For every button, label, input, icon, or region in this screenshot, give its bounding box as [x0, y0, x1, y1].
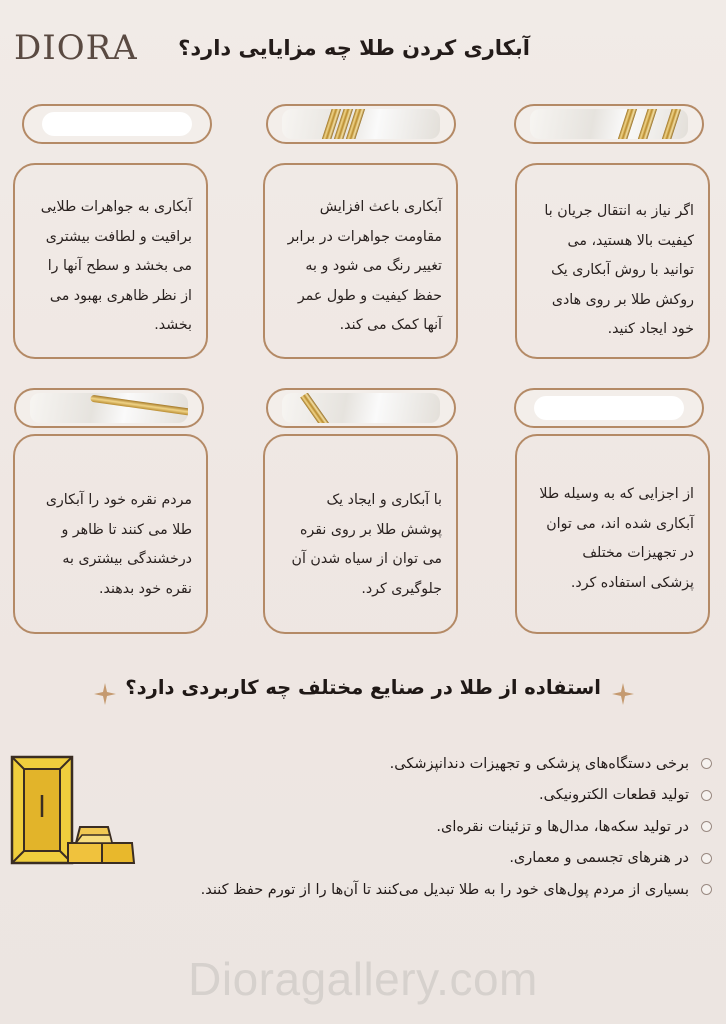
- bullet-circle-icon: [701, 821, 712, 832]
- list-item-text: بسیاری از مردم پول‌های خود را به طلا تبدیل می‌کنند تا آن‌ها را از تورم حفظ کنند.: [200, 881, 689, 898]
- benefit-text: اگر نیاز به انتقال جریان با کیفیت بالا هستید، می توانید با روش آبکاری یک روکش طلا بر روی هادی خود ایجاد کنید.: [544, 203, 694, 337]
- benefit-text: مردم نقره خود را آبکاری طلا می کنند تا ظاهر و درخشندگی بیشتری به نقره خود بدهند.: [45, 492, 192, 597]
- list-item: [92, 748, 712, 780]
- list-item-text: در هنرهای تجسمی و معماری.: [509, 850, 689, 867]
- uses-list: [92, 748, 712, 906]
- benefit-card-4: [515, 434, 710, 634]
- list-item: [92, 811, 712, 843]
- sparkle-icon: [94, 683, 116, 705]
- card-header-pill-6: [514, 388, 704, 428]
- bullet-circle-icon: [701, 758, 712, 769]
- list-item-text: تولید قطعات الکترونیکی.: [539, 787, 689, 804]
- benefit-card-1: [515, 163, 710, 359]
- gold-chain-image: [30, 393, 188, 423]
- bullet-circle-icon: [701, 790, 712, 801]
- list-item-text: در تولید سکه‌ها، مدال‌ها و تزئینات نقره‌ای.: [436, 818, 689, 835]
- card-header-pill-4: [14, 388, 204, 428]
- list-item: [92, 874, 712, 906]
- card-header-pill-2: [266, 104, 456, 144]
- list-item-text: برخی دستگاه‌های پزشکی و تجهیزات دندانپزشکی.: [389, 755, 689, 772]
- list-item: [92, 843, 712, 875]
- gold-chain-image: [282, 393, 440, 423]
- benefit-card-3: [13, 163, 208, 359]
- gold-chain-image: [282, 109, 440, 139]
- benefit-text: آبکاری به جواهرات طلایی براقیت و لطافت بیشتری می بخشد و سطح آنها را از نظر ظاهری بهبود می بخشد.: [40, 199, 192, 333]
- uses-section-title: استفاده از طلا در صنایع مختلف چه کاربردی دارد؟: [125, 676, 601, 699]
- benefit-text: با آبکاری و ایجاد یک پوشش طلا بر روی نقره می توان از سیاه شدن آن جلوگیری کرد.: [291, 492, 442, 597]
- benefit-card-2: [263, 163, 458, 359]
- footer-website: Dioragallery.com: [188, 953, 538, 1005]
- page-title: آبکاری کردن طلا چه مزایایی دارد؟: [178, 36, 530, 60]
- benefit-card-6: [13, 434, 208, 634]
- bullet-circle-icon: [701, 853, 712, 864]
- card-header-pill-3: [514, 104, 704, 144]
- benefit-text: از اجزایی که به وسیله طلا آبکاری شده اند، می توان در تجهیزات مختلف پزشکی استفاده کرد.: [539, 486, 694, 591]
- brand-logo: [14, 26, 138, 70]
- bullet-circle-icon: [701, 884, 712, 895]
- card-header-pill-1: [22, 104, 212, 144]
- gold-chain-image: [530, 109, 688, 139]
- sparkle-icon: [612, 683, 634, 705]
- benefit-text: آبکاری باعث افزایش مقاومت جواهرات در برابر تغییر رنگ می شود و به حفظ کیفیت و طول عمر آنها کمک می کند.: [287, 199, 442, 333]
- list-item: [92, 780, 712, 812]
- card-header-pill-5: [266, 388, 456, 428]
- brand-logo-text: DIORA: [14, 28, 138, 68]
- benefit-card-5: [263, 434, 458, 634]
